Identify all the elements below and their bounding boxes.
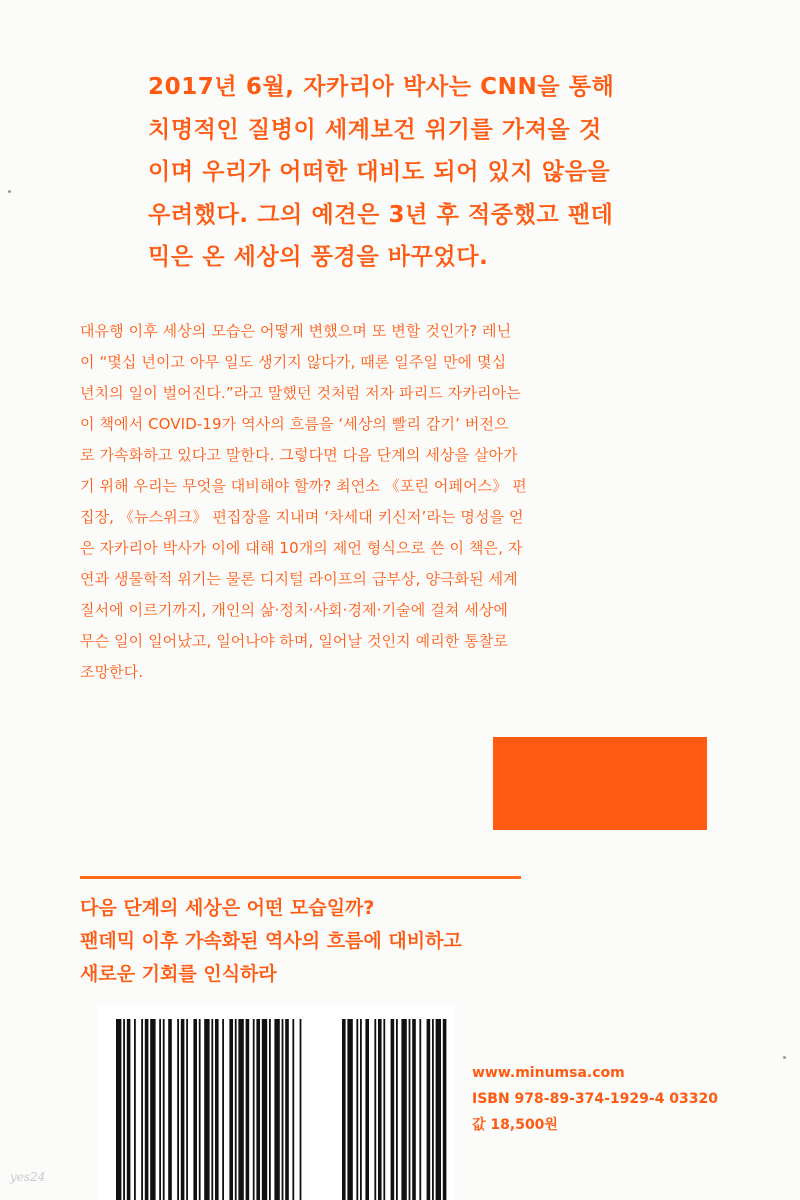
barcode-bar — [145, 1019, 149, 1200]
barcode-bar — [356, 1019, 358, 1200]
barcode-bar — [159, 1019, 161, 1200]
description-line: 연과 생물학적 위기는 물론 디지털 라이프의 급부상, 양극화된 세계 — [80, 570, 518, 588]
barcode-bar — [285, 1019, 289, 1200]
description-line: 은 자카리아 박사가 이에 대해 10개의 제언 형식으로 쓴 이 책은, 자 — [80, 539, 523, 557]
scan-speck — [8, 190, 11, 193]
barcode-bar — [229, 1019, 233, 1200]
barcode-bar — [253, 1019, 255, 1200]
book-price: 값 18,500원 — [472, 1117, 558, 1133]
description-paragraph — [80, 316, 720, 688]
barcode-bar — [300, 1019, 302, 1200]
barcode-bar — [396, 1019, 398, 1200]
tagline — [80, 892, 640, 991]
section-divider — [80, 876, 521, 879]
barcode-bar — [238, 1019, 243, 1200]
barcode-bar — [360, 1019, 362, 1200]
barcode-bar — [141, 1019, 143, 1200]
barcode-bar — [365, 1019, 369, 1200]
barcode-bar — [246, 1019, 250, 1200]
headline-paragraph — [148, 66, 648, 279]
description-line: 이 책에서 COVID-19가 역사의 흐름을 ‘세상의 빨리 감기’ 버전으 — [80, 415, 509, 433]
isbn-barcode — [98, 1005, 455, 1200]
publisher-website: www.minumsa.com — [472, 1065, 625, 1081]
barcode-bar — [235, 1019, 237, 1200]
barcode-bar — [177, 1019, 179, 1200]
publisher-info — [472, 1060, 718, 1138]
barcode-bar — [262, 1019, 267, 1200]
barcode-bar — [134, 1019, 136, 1200]
barcode-bar — [215, 1019, 219, 1200]
barcode-bar — [186, 1019, 188, 1200]
description-line: 로 가속화하고 있다고 말한다. 그렇다면 다음 단계의 세상을 살아가 — [80, 446, 518, 464]
barcode-bar — [412, 1019, 416, 1200]
headline-line: 믹은 온 세상의 풍경을 바꾸었다. — [148, 244, 489, 270]
barcode-bar — [199, 1019, 201, 1200]
headline-line: 치명적인 질병이 세계보건 위기를 가져올 것 — [148, 116, 602, 143]
barcode-bar — [127, 1019, 131, 1200]
barcode-bar — [443, 1019, 447, 1200]
barcode-bar — [378, 1019, 382, 1200]
barcode-bar — [282, 1019, 284, 1200]
watermark: yes24 — [10, 1170, 46, 1184]
tagline-line: 새로운 기회를 인식하라 — [80, 963, 277, 985]
barcode-bar — [211, 1019, 213, 1200]
barcode-bar — [150, 1019, 155, 1200]
description-line: 대유행 이후 세상의 모습은 어떻게 변했으며 또 변할 것인가? 레닌 — [80, 322, 512, 340]
description-line: 집장, 《뉴스위크》 편집장을 지내며 ‘차세대 키신저’라는 명성을 얻 — [80, 508, 524, 526]
description-line: 기 위해 우리는 무엇을 대비해야 할까? 최연소 《포린 어페어스》 편 — [80, 477, 527, 495]
barcode-bar — [123, 1019, 125, 1200]
barcode-bar — [269, 1019, 271, 1200]
barcode-bars — [98, 1005, 455, 1200]
barcode-bar — [432, 1019, 434, 1200]
isbn-number: ISBN 978-89-374-1929-4 03320 — [472, 1091, 719, 1107]
tagline-line: 팬데믹 이후 가속화된 역사의 흐름에 대비하고 — [80, 930, 462, 952]
barcode-bar — [222, 1019, 224, 1200]
description-line: 이 “몇십 년이고 아무 일도 생기지 않다가, 때론 일주일 만에 몇십 — [80, 353, 507, 371]
description-line: 조망한다. — [80, 663, 144, 681]
barcode-bar — [292, 1019, 294, 1200]
barcode-bar — [342, 1019, 346, 1200]
scan-speck — [783, 1056, 786, 1059]
barcode-bar — [391, 1019, 395, 1200]
description-line: 년치의 일이 벌어진다.”라고 말했던 것처럼 저자 파리드 자카리아는 — [80, 384, 521, 402]
barcode-bar — [274, 1019, 279, 1200]
barcode-bar — [383, 1019, 385, 1200]
barcode-bar — [409, 1019, 411, 1200]
barcode-bar — [256, 1019, 260, 1200]
barcode-bar — [401, 1019, 406, 1200]
barcode-bar — [168, 1019, 172, 1200]
barcode-bar — [427, 1019, 431, 1200]
barcode-bar — [419, 1019, 421, 1200]
barcode-bar — [116, 1019, 121, 1200]
headline-line: 2017년 6월, 자카리아 박사는 CNN을 통해 — [148, 74, 615, 100]
barcode-bar — [193, 1019, 197, 1200]
barcode-bar — [436, 1019, 441, 1200]
headline-line: 우려했다. 그의 예견은 3년 후 적중했고 팬데 — [148, 201, 614, 228]
barcode-bar — [204, 1019, 209, 1200]
headline-line: 이며 우리가 어떠한 대비도 되어 있지 않음을 — [148, 159, 611, 185]
barcode-bar — [347, 1019, 352, 1200]
orange-label-block — [493, 737, 707, 830]
barcode-bar — [163, 1019, 165, 1200]
barcode-bar — [374, 1019, 376, 1200]
tagline-line: 다음 단계의 세상은 어떤 모습일까? — [80, 897, 375, 919]
barcode-bar — [181, 1019, 185, 1200]
description-line: 무슨 일이 일어났고, 일어나야 하며, 일어날 것인지 예리한 통찰로 — [80, 632, 509, 650]
description-line: 질서에 이르기까지, 개인의 삶·정치·사회·경제·기술에 걸쳐 세상에 — [80, 601, 509, 619]
